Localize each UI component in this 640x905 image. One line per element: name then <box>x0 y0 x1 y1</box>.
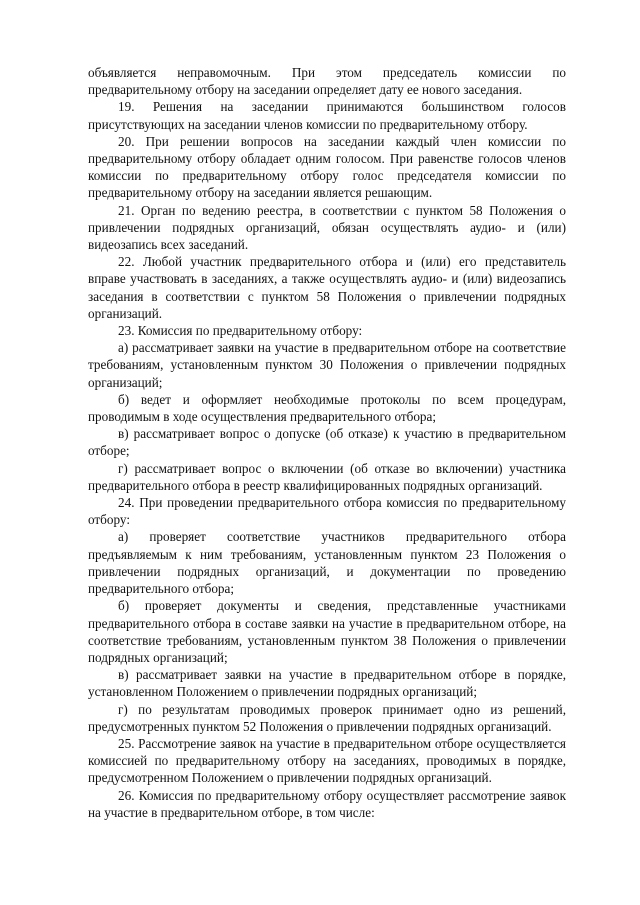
paragraph-24-b: б) проверяет документы и сведения, представленные участниками предварительного отбора в составе заявки на участие в предварительном отборе, на соответствие требованиям, установленным пунктом 38 Положения о привлечении подрядных организаций; <box>88 598 566 665</box>
paragraph-23: 23. Комиссия по предварительному отбору: <box>118 323 363 339</box>
paragraph-23-b: б) ведет и оформляет необходимые протоколы по всем процедурам, проводимым в ходе осуществления предварительного отбора; <box>88 391 566 425</box>
paragraph-23-v: в) рассматривает вопрос о допуске (об отказе) к участию в предварительном отборе; <box>88 426 566 459</box>
paragraph-20: 20. При решении вопросов на заседании каждый член комиссии по предварительному отбору обладает одним голосом. При равенстве голосов членов комиссии по предварительному отбору голос председателя комиссии по предварительному отбору на заседании является решающим. <box>88 133 566 201</box>
document-body <box>88 64 566 821</box>
paragraph-continuation: объявляется неправомочным. При этом председатель комиссии по предварительному отбору на заседании определяет дату ее нового заседания. <box>88 65 566 98</box>
paragraph-22: 22. Любой участник предварительного отбора и (или) его представитель вправе участвовать в заседаниях, а также осуществлять аудио- и (или) видеозапись заседания в соответствии с пунктом 58 Положения о привлечении подрядных организаций. <box>88 254 566 321</box>
paragraph-24: 24. При проведении предварительного отбора комиссия по предварительному отбору: <box>88 495 566 528</box>
paragraph-25: 25. Рассмотрение заявок на участие в предварительном отборе осуществляется комиссией по предварительному отбору на заседаниях, проводимых в порядке, предусмотренном Положением о привлечении подрядных организаций. <box>88 735 566 786</box>
paragraph-24-a: а) проверяет соответствие участников предварительного отбора предъявляемым к ним требованиям, установленным пунктом 23 Положения о привлечении подрядных организаций, и документации по проведению предварительного отбора; <box>88 529 566 597</box>
paragraph-23-g: г) рассматривает вопрос о включении (об отказе во включении) участника предварительного отбора в реестр квалифицированных подрядных организаций. <box>88 460 566 493</box>
paragraph-23-a: а) рассматривает заявки на участие в предварительном отборе на соответствие требованиям, установленным пунктом 30 Положения о привлечении подрядных организаций; <box>88 340 566 390</box>
paragraph-19: 19. Решения на заседании принимаются большинством голосов присутствующих на заседании членов комиссии по предварительному отбору. <box>88 99 566 132</box>
paragraph-24-v: в) рассматривает заявки на участие в предварительном отборе в порядке, установленном Положением о привлечении подрядных организаций; <box>88 667 566 700</box>
paragraph-24-g: г) по результатам проводимых проверок принимает одно из решений, предусмотренных пунктом 52 Положения о привлечении подрядных организаций. <box>88 701 566 734</box>
paragraph-26: 26. Комиссия по предварительному отбору осуществляет рассмотрение заявок на участие в предварительном отборе, в том числе: <box>88 787 566 820</box>
paragraph-21: 21. Орган по ведению реестра, в соответствии с пунктом 58 Положения о привлечении подрядных организаций, обязан осуществлять аудио- и (или) видеозапись всех заседаний. <box>88 202 566 253</box>
